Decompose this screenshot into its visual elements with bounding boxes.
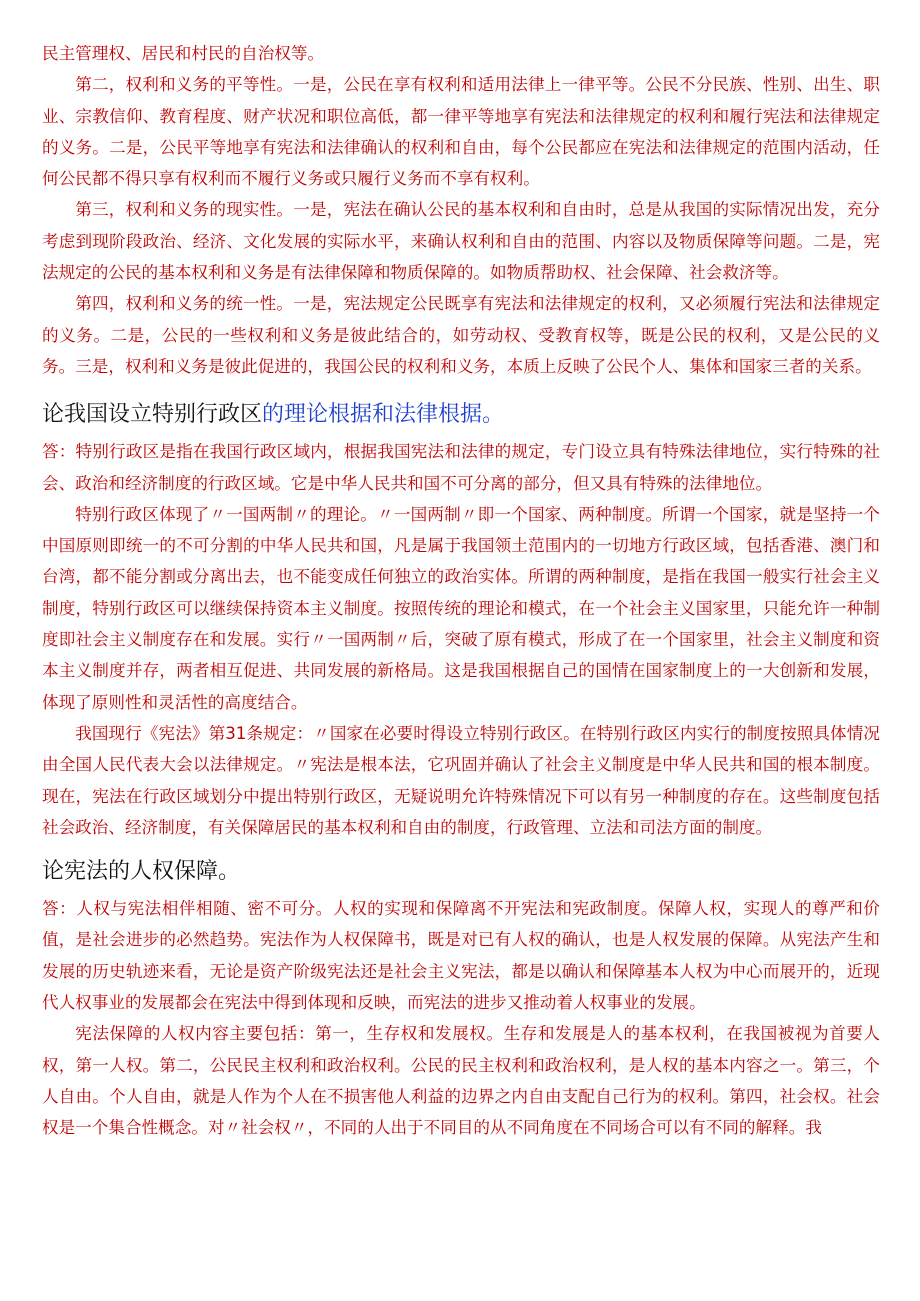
paragraph-human-rights-content: 宪法保障的人权内容主要包括：第一，生存权和发展权。生存和发展是人的基本权利，在我国被视为首要人权，第一人权。第二，公民民主权利和政治权利。公民的民主权利和政治权利，是人权的基本内容之一。第三，个人自由。个人自由，就是人作为个人在不损害他人利益的边界之内自由支配自己行为的权利。第四，社会权。社会权是一个集合性概念。对〃社会权〃，不同的人出于不同目的从不同角度在不同场合可以有不同的解释。我 bbox=[42, 1024, 880, 1138]
heading-part-highlight: 的理论根据和法律根据。 bbox=[262, 402, 505, 428]
document-page bbox=[42, 38, 880, 1144]
heading-part-plain: 论我国设立特别行政区 bbox=[42, 402, 263, 428]
question-heading-human-rights: 论宪法的人权保障。 bbox=[42, 859, 241, 885]
paragraph-one-country-two-systems: 特别行政区体现了〃一国两制〃的理论。〃一国两制〃即一个国家、两种制度。所谓一个国家，就是坚持一个中国原则即统一的不可分割的中华人民共和国，凡是属于我国领土范围内的一切地方行政区域，包括香港、澳门和台湾，都不能分割或分离出去，也不能变成任何独立的政治实体。所谓的两种制度，是指在我国一般实行社会主义制度，特别行政区可以继续保持资本主义制度。按照传统的理论和模式，在一个社会主义国家里，只能允许一种制度即社会主义制度存在和发展。实行〃一国两制〃后，突破了原有模式，形成了在一个国家里，社会主义制度和资本主义制度并存，两者相互促进、共同发展的新格局。这是我国根据自己的国情在国家制度上的一大创新和发展，体现了原则性和灵活性的高度结合。 bbox=[42, 504, 880, 712]
paragraph-constitution-article-31: 我国现行《宪法》第31条规定：〃国家在必要时得设立特别行政区。在特别行政区内实行的制度按照具体情况由全国人民代表大会以法律规定。〃宪法是根本法，它巩固并确认了社会主义制度是中华人民共和国的根本制度。现在，宪法在行政区域划分中提出特别行政区，无疑说明允许特殊情况下可以有另一种制度的存在。这些制度包括社会政治、经济制度，有关保障居民的基本权利和自由的制度，行政管理、立法和司法方面的制度。 bbox=[42, 723, 880, 837]
paragraph-unity: 第四，权利和义务的统一性。一是，宪法规定公民既享有宪法和法律规定的权利，又必须履行宪法和法律规定的义务。二是，公民的一些权利和义务是彼此结合的，如劳动权、受教育权等，既是公民的权利，又是公民的义务。三是，权利和义务是彼此促进的，我国公民的权利和义务，本质上反映了公民个人、集体和国家三者的关系。 bbox=[42, 294, 880, 376]
question-heading-special-admin-region bbox=[42, 400, 880, 430]
paragraph-reality: 第三，权利和义务的现实性。一是，宪法在确认公民的基本权利和自由时，总是从我国的实际情况出发，充分考虑到现阶段政治、经济、文化发展的实际水平，来确认权利和自由的范围、内容以及物质保障等问题。二是，宪法规定的公民的基本权利和义务是有法律保障和物质保障的。如物质帮助权、社会保障、社会救济等。 bbox=[42, 200, 880, 283]
paragraph-equality: 第二，权利和义务的平等性。一是，公民在享有权利和适用法律上一律平等。公民不分民族、性别、出生、职业、宗教信仰、教育程度、财产状况和职位高低，都一律平等地享有宪法和法律规定的权利和履行宪法和法律规定的义务。二是，公民平等地享有宪法和法律确认的权利和自由，每个公民都应在宪法和法律规定的范围内活动，任何公民都不得只享有权利而不履行义务或只履行义务而不享有权利。 bbox=[42, 75, 880, 189]
paragraph-continuation: 民主管理权、居民和村民的自治权等。 bbox=[42, 44, 325, 63]
answer-paragraph-human-rights: 答：人权与宪法相伴相随、密不可分。人权的实现和保障离不开宪法和宪政制度。保障人权，实现人的尊严和价值，是社会进步的必然趋势。宪法作为人权保障书，既是对已有人权的确认，也是人权发展的保障。从宪法产生和发展的历史轨迹来看，无论是资产阶级宪法还是社会主义宪法，都是以确认和保障基本人权为中心而展开的，近现代人权事业的发展都会在宪法中得到体现和反映，而宪法的进步又推动着人权事业的发展。 bbox=[42, 899, 880, 1013]
answer-paragraph-sar: 答：特别行政区是指在我国行政区域内，根据我国宪法和法律的规定，专门设立具有特殊法律地位，实行特殊的社会、政治和经济制度的行政区域。它是中华人民共和国不可分离的部分，但又具有特殊的法律地位。 bbox=[42, 442, 880, 493]
